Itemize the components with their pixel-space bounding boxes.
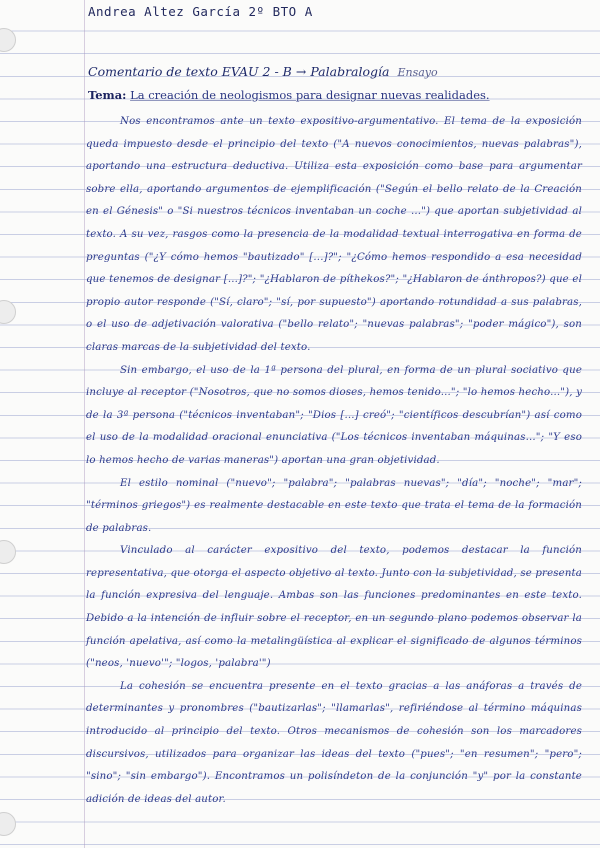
paragraph: Nos encontramos ante un texto expositivo-argumentativo. El tema de la exposición queda impuesto desde el principio del texto ("A nuevos conocimientos, nuevas palabras"), aportando una estructura deductiva. Utiliza esta exposición como base para argumentar sobre ella, aportando argumentos de ejemplificación ("Según el bello relato de la Creación en el Génesis" o "Si nuestros técnicos inventaban un coche ...") que aportan subjetividad al texto. A su vez, rasgos como la presencia de la modalidad textual interrogativa en forma de preguntas ("¿Y cómo hemos "bautizado" [...]?"; "¿Cómo hemos respondido a esa necesidad que tenemos de designar [...]?"; "¿Hablaron de píthekos?"; "¿Hablaron de ánthropos?) que el propio autor responde ("Sí, claro"; "sí, por supuesto") aportando rotundidad a sus palabras, o el uso de adjetivación valorativa ("bello relato"; "nuevas palabras"; "poder mágico"), son claras marcas de la subjetividad del texto. xyxy=(86,116,582,353)
essay-body xyxy=(86,111,582,811)
margin-line xyxy=(84,0,85,848)
theme-label: Tema: xyxy=(88,88,127,102)
paragraph: La cohesión se encuentra presente en el texto gracias a las anáforas a través de determinantes y pronombres ("bautizarlas"; "llamarlas", refiriéndose al término máquinas introducido al principio del texto. Otros mecanismos de cohesión son los marcadores discursivos, utilizados para organizar las ideas del texto ("pues"; "en resumen"; "pero"; "sino"; "sin embargo"). Encontramos un polisíndeton de la conjunción "y" por la constante adición de ideas del autor. xyxy=(86,680,582,805)
punch-hole xyxy=(0,28,16,52)
paragraph: Vinculado al carácter expositivo del texto, podemos destacar la función representativa, que otorga el aspecto objetivo al texto. Junto con la subjetividad, se presenta la función expresiva del lenguaje. Ambas son las funciones predominantes en este texto. Debido a la intención de influir sobre el receptor, en un segundo plano podemos observar la función apelativa, así como la metalingüística al explicar el significado de algunos términos ("neos, 'nuevo'"; "logos, 'palabra'") xyxy=(86,545,582,670)
arrow-icon: → xyxy=(295,64,307,79)
theme-value: La creación de neologismos para designar nuevas realidades. xyxy=(130,88,490,102)
title-main: Comentario de texto EVAU 2 - B xyxy=(88,64,292,79)
page-title xyxy=(88,64,438,79)
title-subject: Palabralogía xyxy=(310,64,390,79)
punch-hole xyxy=(0,540,16,564)
punch-hole xyxy=(0,812,16,836)
paragraph: Sin embargo, el uso de la 1ª persona del plural, en forma de un plural sociativo que incluye al receptor ("Nosotros, que no somos dioses, hemos tenido..."; "lo hemos hecho..."), y de la 3ª persona ("técnicos inventaban"; "Dios [...] creó"; "científicos descubrían") así como el uso de la modalidad oracional enunciativa ("Los técnicos inventaban máquinas..."; "Y eso lo hemos hecho de varias maneras") aportan una gran objetividad. xyxy=(86,364,582,466)
author-line: Andrea Altez García 2º BTO A xyxy=(88,4,313,19)
theme-line xyxy=(88,88,490,102)
title-kind: Ensayo xyxy=(397,66,438,79)
punch-hole xyxy=(0,300,16,324)
paragraph: El estilo nominal ("nuevo"; "palabra"; "palabras nuevas"; "día"; "noche"; "mar"; "términos griegos") es realmente destacable en este texto que trata el tema de la formación de palabras. xyxy=(86,477,582,534)
